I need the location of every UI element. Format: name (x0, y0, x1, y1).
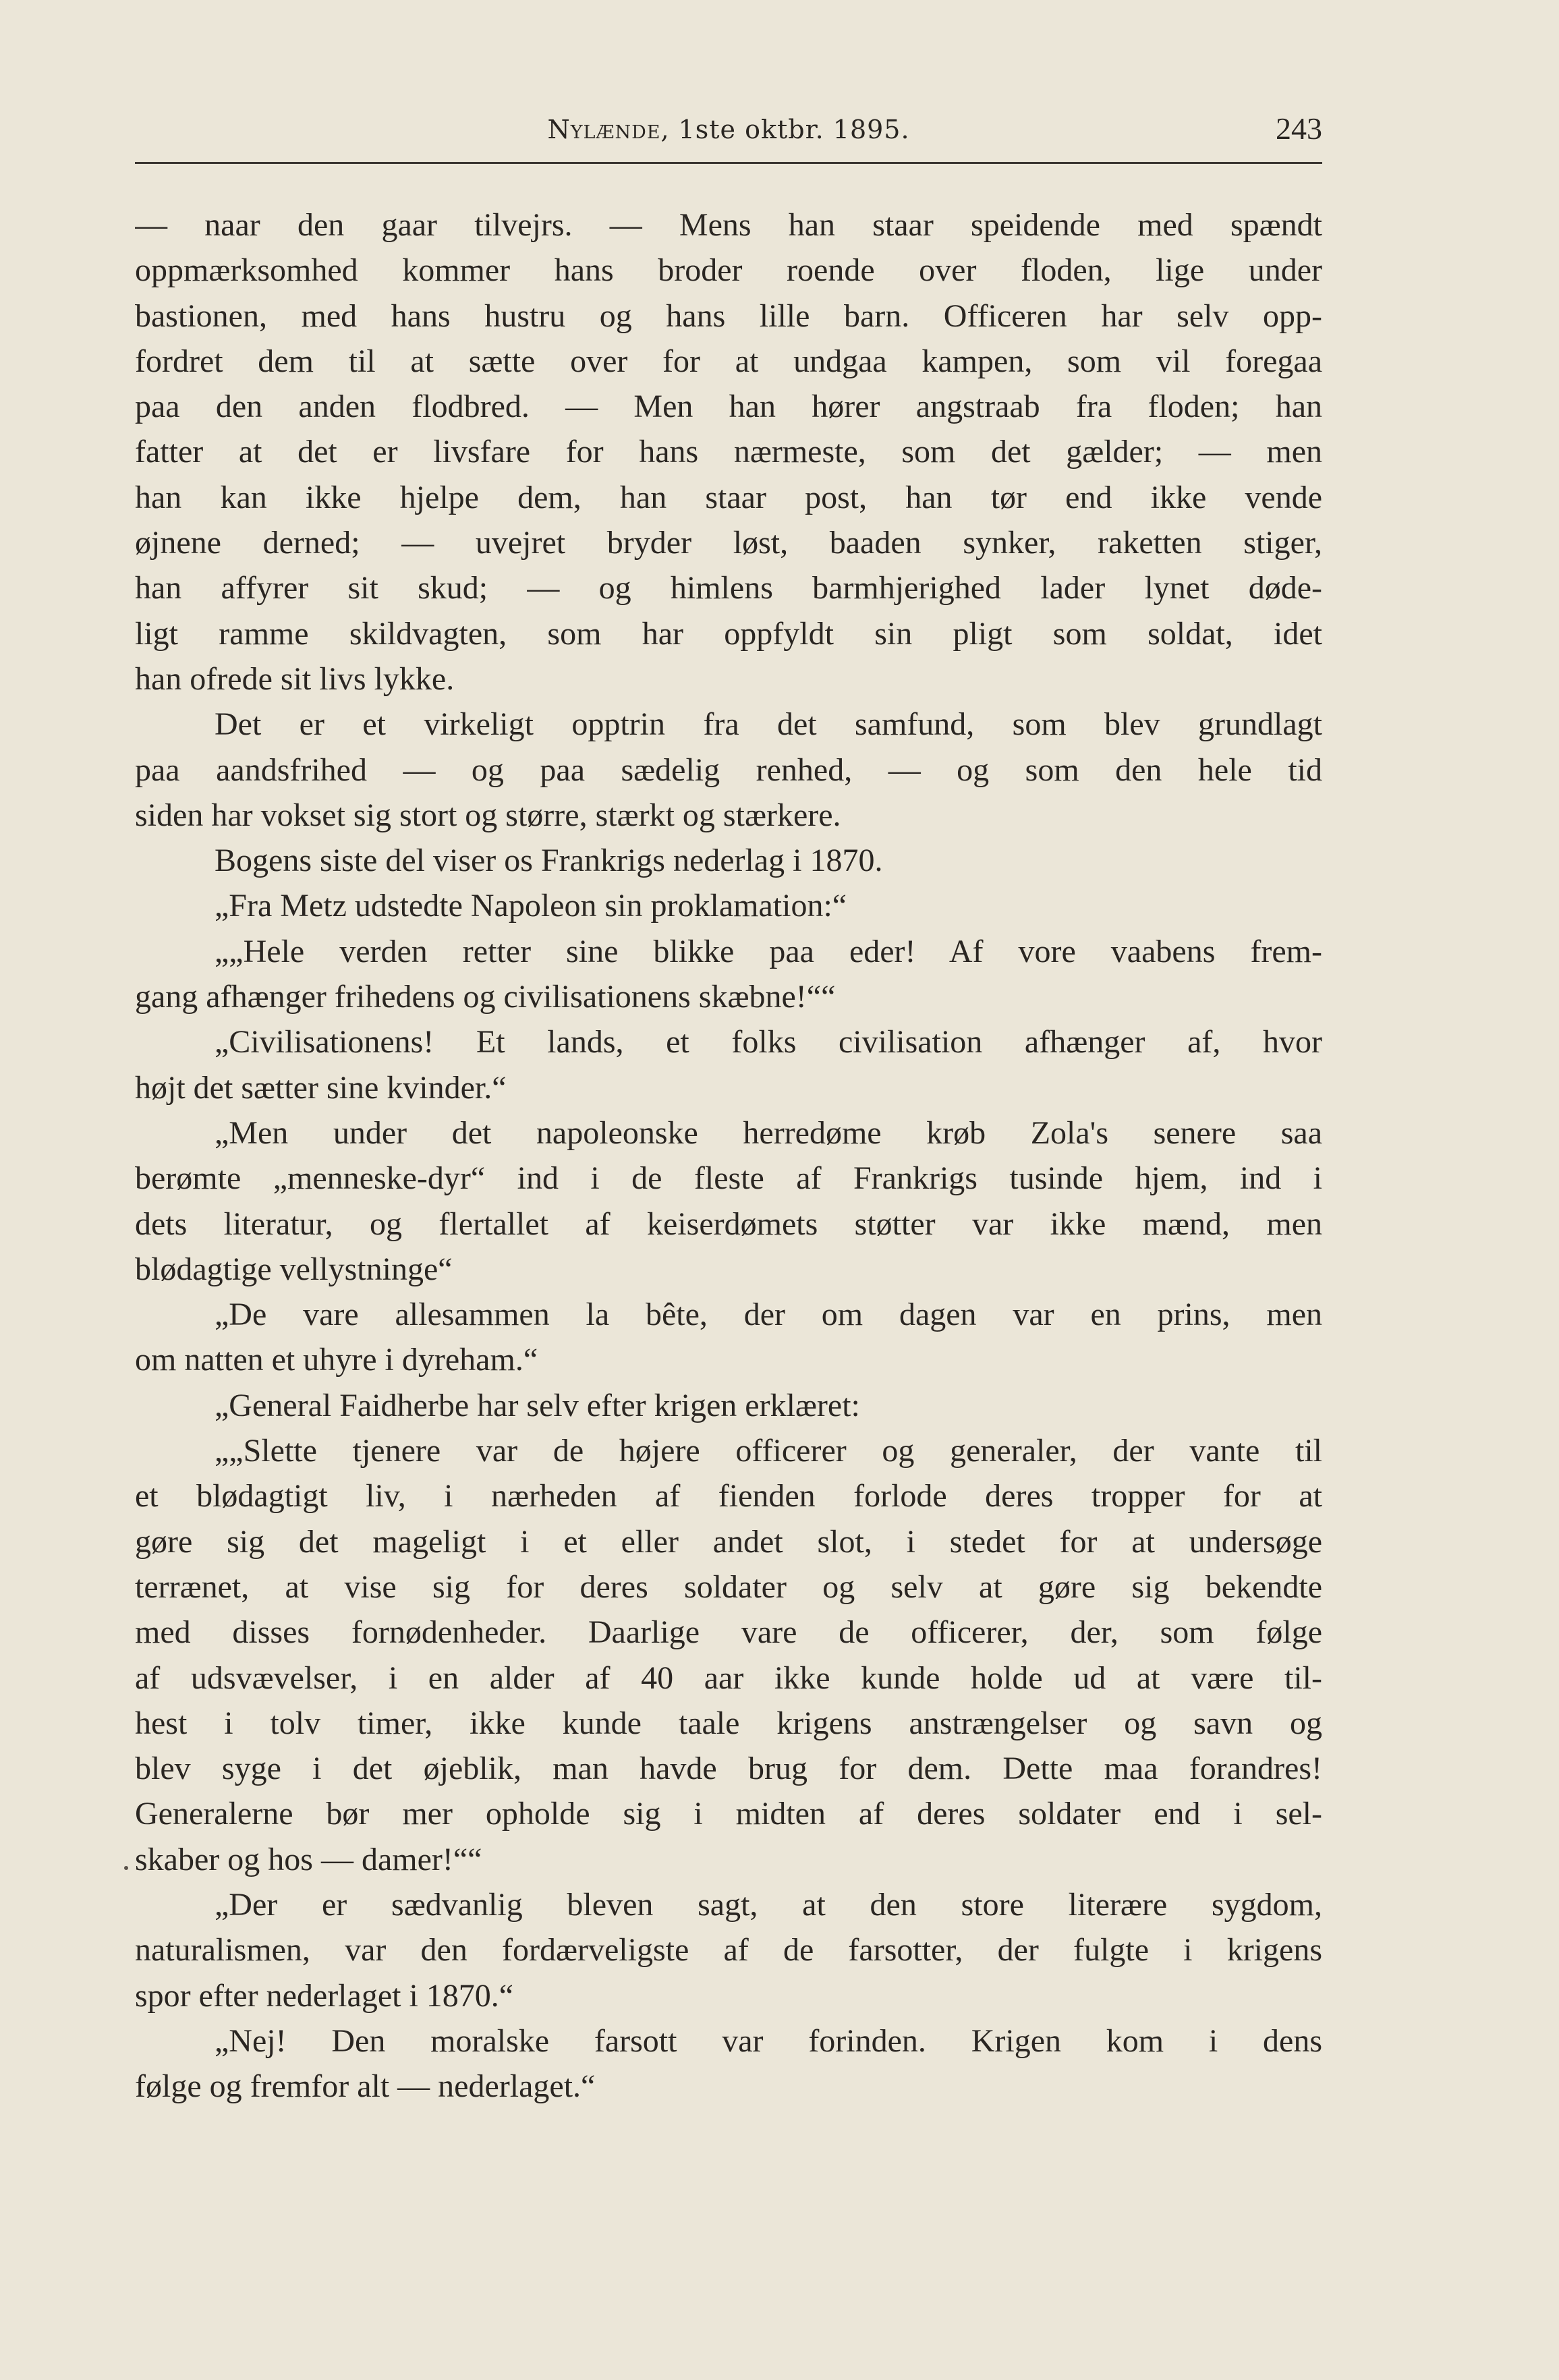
text-line: blødagtige vellystninge“ (135, 1251, 453, 1287)
text-line: siden har vokset sig stort og større, stærkt og stærkere. (135, 797, 841, 833)
text-line: „Fra Metz udstedte Napoleon sin proklamation:“ (215, 888, 847, 924)
text-line: fatter at det er livsfare for hans nærmeste, som det gælder; — men (135, 434, 1322, 470)
text-line: skaber og hos — damer!““ (135, 1841, 482, 1877)
text-line: Det er et virkeligt opptrin fra det samfund, som blev grundlagt (215, 706, 1322, 743)
text-line: følge og fremfor alt — nederlaget.“ (135, 2068, 596, 2105)
text-line: fordret dem til at sætte over for at undgaa kampen, som vil foregaa (135, 343, 1322, 379)
text-line: om natten et uhyre i dyreham.“ (135, 1342, 538, 1378)
text-line: naturalismen, var den fordærveligste af de farsotter, der fulgte i krigens (135, 1932, 1322, 1968)
text-line: „Civilisationens! Et lands, et folks civilisation afhænger af, hvor (215, 1024, 1322, 1060)
text-line: højt det sætter sine kvinder.“ (135, 1069, 507, 1106)
text-line: hest i tolv timer, ikke kunde taale krigens anstrængelser og savn og (135, 1705, 1322, 1741)
running-date: , 1ste oktbr. 1895. (660, 115, 910, 144)
text-line: „„Hele verden retter sine blikke paa eder! Af vore vaabens frem- (215, 933, 1322, 969)
text-line: gøre sig det mageligt i et eller andet slot, i stedet for at undersøge (135, 1523, 1322, 1560)
text-line: Generalerne bør mer opholde sig i midten af deres soldater end i sel- (135, 1796, 1322, 1832)
text-line: ligt ramme skildvagten, som har oppfyldt sin pligt som soldat, idet (135, 615, 1322, 652)
running-title: Nylænde (547, 115, 661, 144)
text-line: paa den anden flodbred. — Men han hører angstraab fra floden; han (135, 389, 1322, 425)
text-line: — naar den gaar tilvejrs. — Mens han staar speidende med spændt (135, 207, 1322, 243)
text-line: med disses fornødenheder. Daarlige vare de officerer, der, som følge (135, 1614, 1322, 1651)
text-line: spor efter nederlaget i 1870.“ (135, 1977, 514, 2014)
running-header-text (135, 115, 1322, 144)
text-line: berømte „menneske-dyr“ ind i de fleste af Frankrigs tusinde hjem, ind i (135, 1160, 1322, 1197)
text-line: af udsvævelser, i en alder af 40 aar ikke kunde holde ud at være til- (135, 1660, 1322, 1696)
text-line: „Der er sædvanlig bleven sagt, at den store literære sygdom, (215, 1886, 1322, 1923)
text-line: et blødagtigt liv, i nærheden af fienden forlode deres tropper for at (135, 1478, 1322, 1514)
text-line: bastionen, med hans hustru og hans lille barn. Officeren har selv opp- (135, 298, 1322, 334)
text-line: han affyrer sit skud; — og himlens barmhjerighed lader lynet døde- (135, 570, 1322, 606)
body-text (135, 202, 1322, 2109)
text-line: han ofrede sit livs lykke. (135, 660, 455, 697)
text-line: Bogens siste del viser os Frankrigs nederlag i 1870. (215, 843, 883, 879)
text-line: „„Slette tjenere var de højere officerer og generaler, der vante til (215, 1433, 1322, 1469)
header-rule (135, 162, 1322, 164)
text-line: „Men under det napoleonske herredøme krøb Zola's senere saa (215, 1114, 1322, 1151)
text-line: han kan ikke hjelpe dem, han staar post, han tør end ikke vende (135, 479, 1322, 515)
text-line: oppmærksomhed kommer hans broder roende over floden, lige under (135, 252, 1322, 289)
text-line: blev syge i det øjeblik, man havde brug for dem. Dette maa forandres! (135, 1751, 1322, 1787)
text-line: dets literatur, og flertallet af keiserdømets støtter var ikke mænd, men (135, 1206, 1322, 1242)
text-line: „De vare allesammen la bête, der om dagen var en prins, men (215, 1297, 1322, 1333)
running-header (135, 111, 1322, 162)
text-line: paa aandsfrihed — og paa sædelig renhed, — og som den hele tid (135, 752, 1322, 788)
text-line: gang afhænger frihedens og civilisationens skæbne!““ (135, 979, 836, 1015)
text-line: øjnene derned; — uvejret bryder løst, baaden synker, raketten stiger, (135, 525, 1322, 561)
text-line: „Nej! Den moralske farsott var forinden. Krigen kom i dens (215, 2022, 1322, 2059)
page-number: 243 (1276, 111, 1322, 146)
text-line: „General Faidherbe har selv efter krigen erklæret: (215, 1387, 860, 1423)
margin-speck (124, 1866, 128, 1870)
text-line: terrænet, at vise sig for deres soldater og selv at gøre sig bekendte (135, 1568, 1322, 1605)
